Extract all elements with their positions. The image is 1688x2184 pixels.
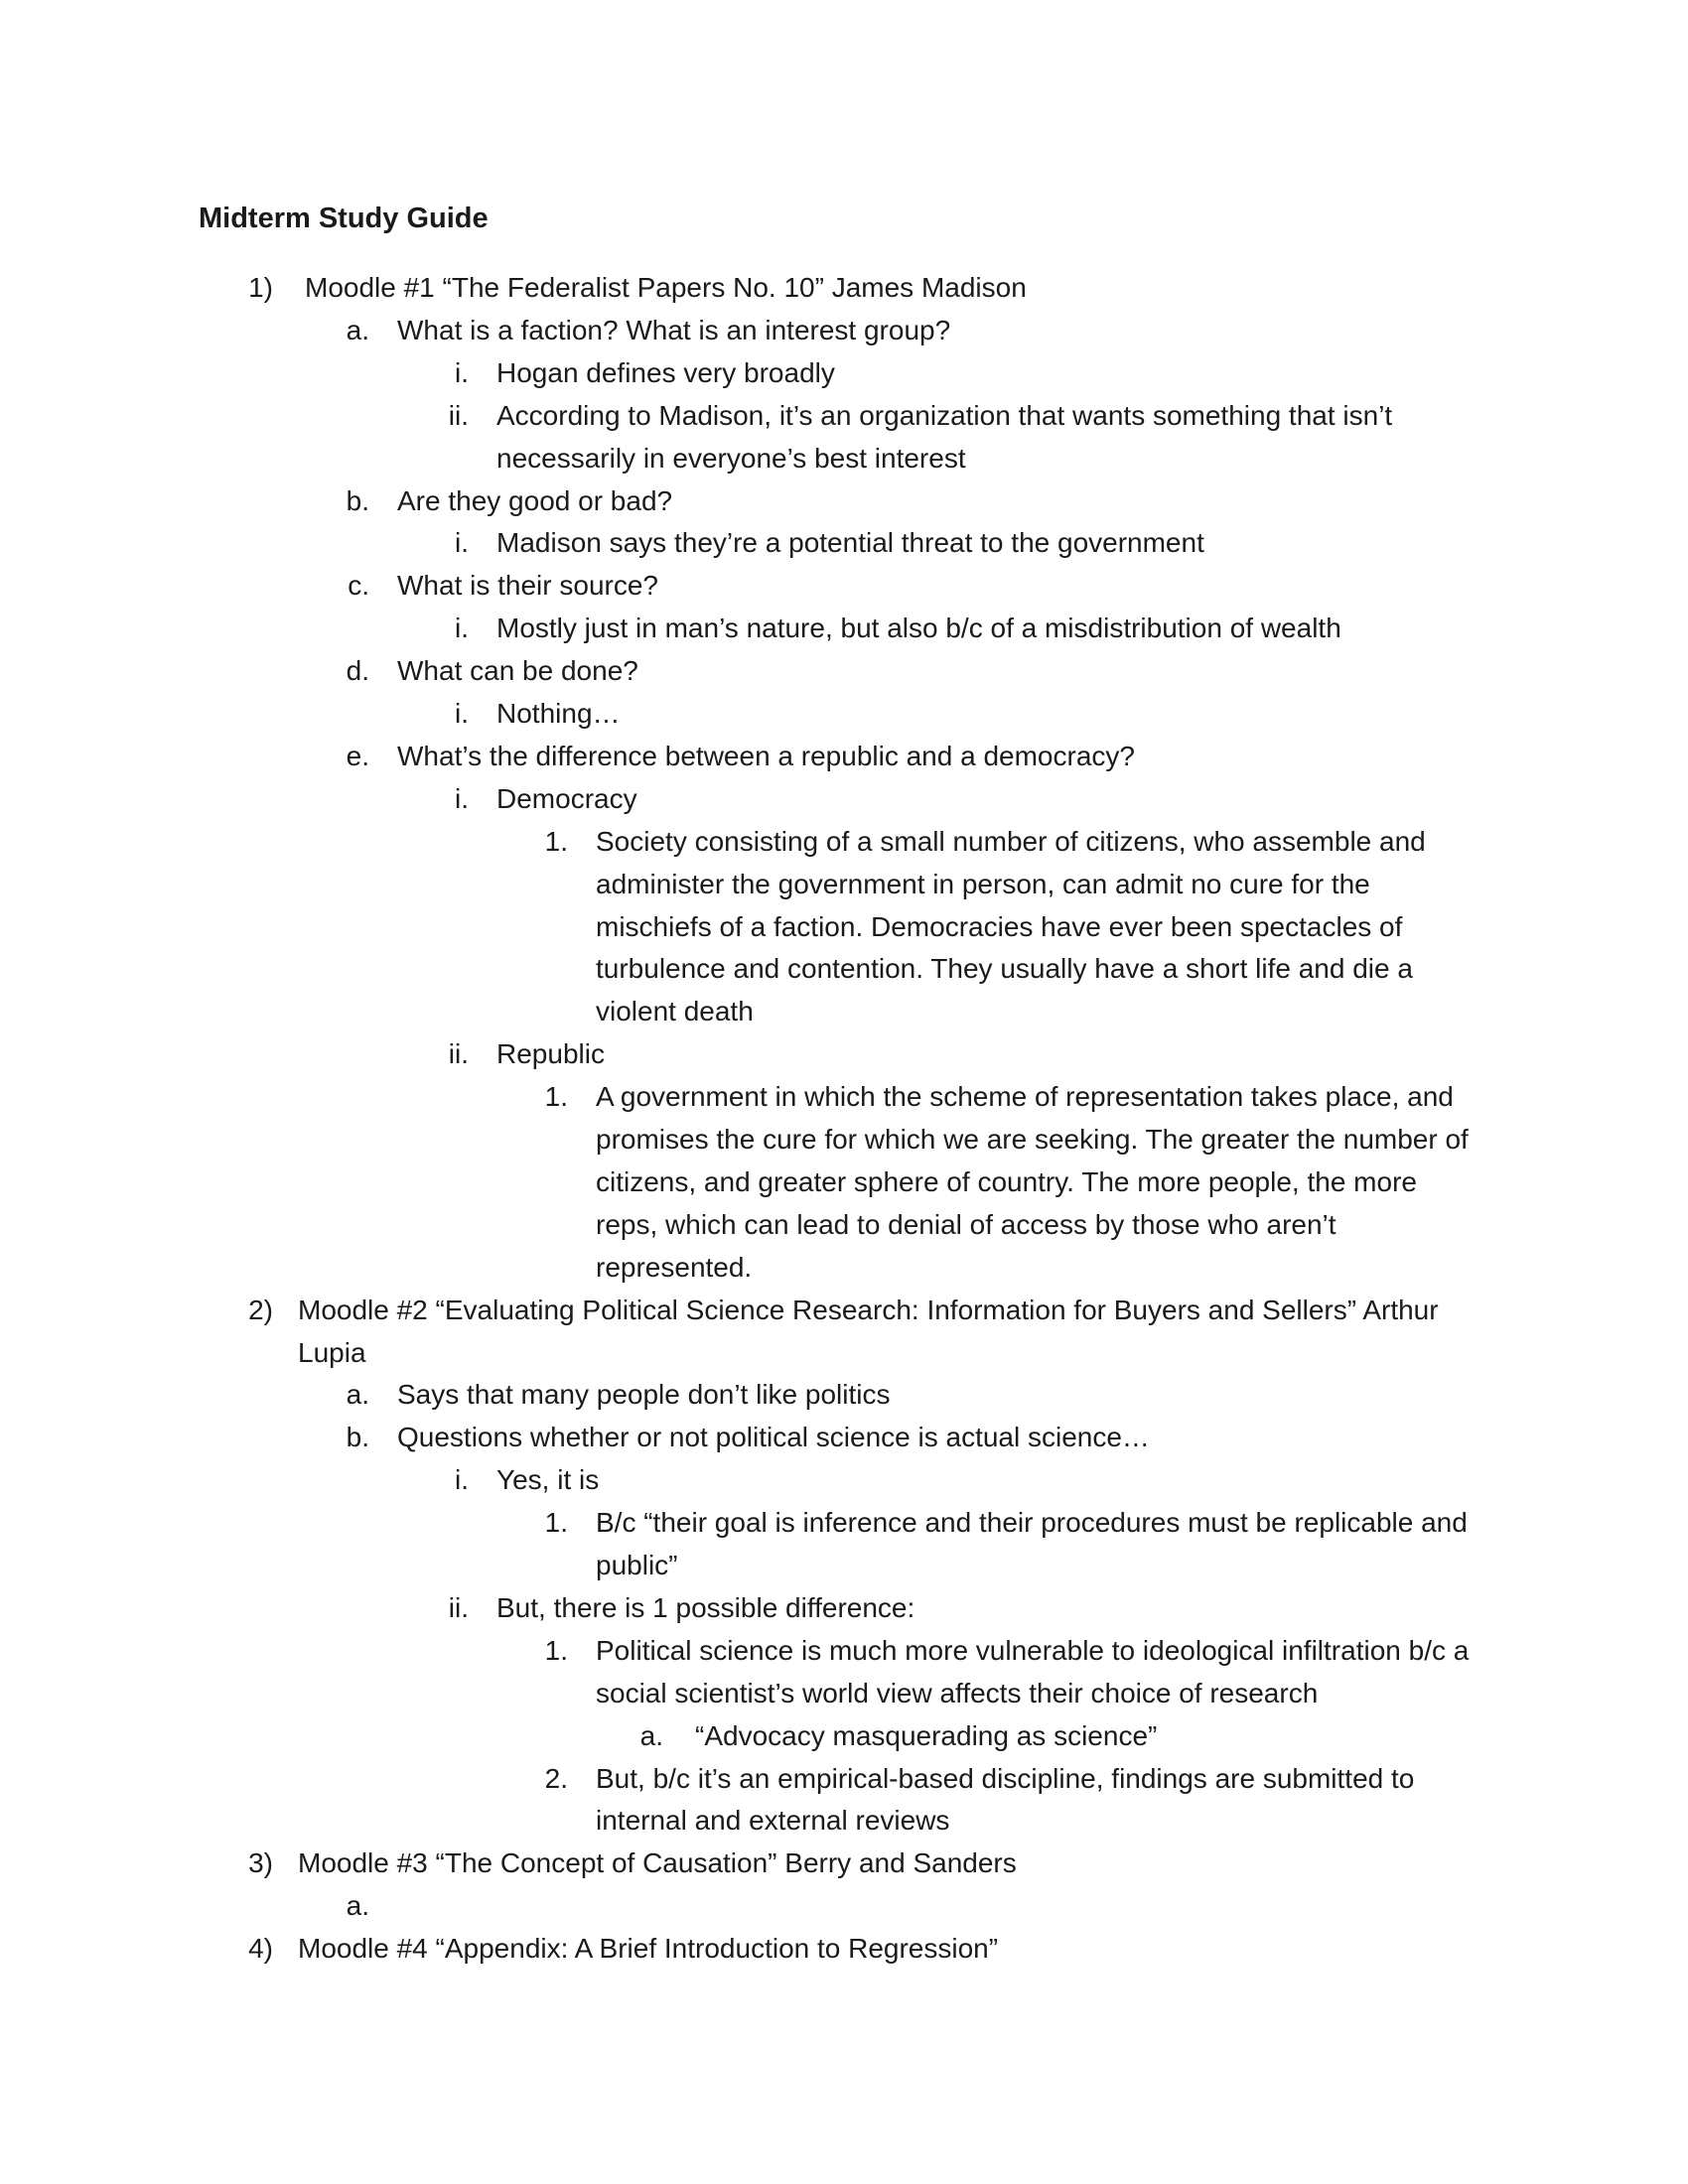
list-item-text: What is their source?: [397, 570, 658, 602]
list-item-text: promises the cure for which we are seeking. The greater the number of: [596, 1124, 1469, 1155]
list-marker: 1.: [544, 825, 568, 857]
list-marker: 1.: [544, 1081, 568, 1113]
list-marker: e.: [346, 740, 369, 771]
list-item-text: reps, which can lead to denial of access by those who aren’t: [596, 1208, 1336, 1240]
list-item-text: Moodle #2 “Evaluating Political Science Research: Information for Buyers and Sellers” Arthur: [298, 1294, 1439, 1325]
list-marker: ii.: [448, 399, 469, 431]
list-item-text: represented.: [596, 1251, 753, 1283]
list-item-text: Nothing…: [496, 698, 621, 729]
list-item-text: A government in which the scheme of representation takes place, and: [596, 1081, 1454, 1113]
list-item-text: Republic: [496, 1038, 605, 1070]
list-item-text: According to Madison, it’s an organization that wants something that isn’t: [496, 399, 1393, 431]
list-marker: b.: [346, 484, 369, 516]
page-title: Midterm Study Guide: [199, 203, 489, 234]
list-item-text: Democracy: [496, 782, 637, 814]
list-item-text: Questions whether or not political science is actual science…: [397, 1422, 1150, 1453]
list-item-text: administer the government in person, can admit no cure for the: [596, 868, 1370, 899]
list-marker: a.: [639, 1719, 663, 1751]
list-item-text: Madison says they’re a potential threat to the government: [496, 527, 1204, 559]
list-item-text: But, b/c it’s an empirical-based discipline, findings are submitted to: [596, 1762, 1415, 1794]
list-marker: a.: [346, 1379, 369, 1411]
list-marker: d.: [346, 655, 369, 687]
list-marker: ii.: [448, 1591, 469, 1623]
list-item-text: Says that many people don’t like politics: [397, 1379, 891, 1411]
list-item-text: Moodle #4 “Appendix: A Brief Introduction to Regression”: [298, 1933, 999, 1965]
list-item-text: But, there is 1 possible difference:: [496, 1591, 915, 1623]
list-item-text: “Advocacy masquerading as science”: [695, 1719, 1158, 1751]
list-marker: 1.: [544, 1634, 568, 1666]
list-item-text: social scientist’s world view affects their choice of research: [596, 1677, 1319, 1708]
list-item-text: Are they good or bad?: [397, 484, 673, 516]
list-item-text: What’s the difference between a republic and a democracy?: [397, 740, 1135, 771]
list-item-text: necessarily in everyone’s best interest: [496, 442, 966, 474]
list-item-text: turbulence and contention. They usually have a short life and die a: [596, 953, 1413, 985]
list-item-text: violent death: [596, 996, 754, 1027]
list-item-text: Political science is much more vulnerable to ideological infiltration b/c a: [596, 1634, 1470, 1666]
list-marker: 4): [248, 1933, 273, 1965]
list-item-text: Yes, it is: [496, 1464, 600, 1496]
list-marker: a.: [346, 314, 369, 345]
list-item-text: B/c “their goal is inference and their procedures must be replicable and: [596, 1507, 1468, 1539]
list-marker: 3): [248, 1847, 273, 1879]
list-item-text: Moodle #3 “The Concept of Causation” Berry and Sanders: [298, 1847, 1017, 1879]
list-marker: i.: [455, 698, 469, 729]
list-item-text: Hogan defines very broadly: [496, 356, 835, 388]
list-marker: 2): [248, 1294, 273, 1325]
list-marker: ii.: [448, 1038, 469, 1070]
list-marker: i.: [455, 613, 469, 644]
list-item-text: Mostly just in man’s nature, but also b/c of a misdistribution of wealth: [496, 613, 1341, 644]
list-marker: 1.: [544, 1507, 568, 1539]
list-item-text: Lupia: [298, 1336, 366, 1368]
list-item-text: Society consisting of a small number of citizens, who assemble and: [596, 825, 1426, 857]
list-item-text: mischiefs of a faction. Democracies have ever been spectacles of: [596, 910, 1403, 942]
list-item-text: What can be done?: [397, 655, 638, 687]
list-marker: i.: [455, 356, 469, 388]
list-marker: i.: [455, 527, 469, 559]
list-marker: 1): [248, 272, 273, 303]
list-marker: i.: [455, 782, 469, 814]
list-item-text: What is a faction? What is an interest group?: [397, 314, 951, 345]
list-marker: c.: [348, 570, 369, 602]
list-marker: b.: [346, 1422, 369, 1453]
list-marker: a.: [346, 1890, 369, 1922]
list-item-text: Moodle #1 “The Federalist Papers No. 10” James Madison: [305, 272, 1027, 303]
list-marker: i.: [455, 1464, 469, 1496]
list-item-text: citizens, and greater sphere of country. The more people, the more: [596, 1165, 1417, 1197]
list-item-text: public”: [596, 1550, 678, 1580]
list-item-text: internal and external reviews: [596, 1805, 950, 1837]
list-marker: 2.: [544, 1762, 568, 1794]
